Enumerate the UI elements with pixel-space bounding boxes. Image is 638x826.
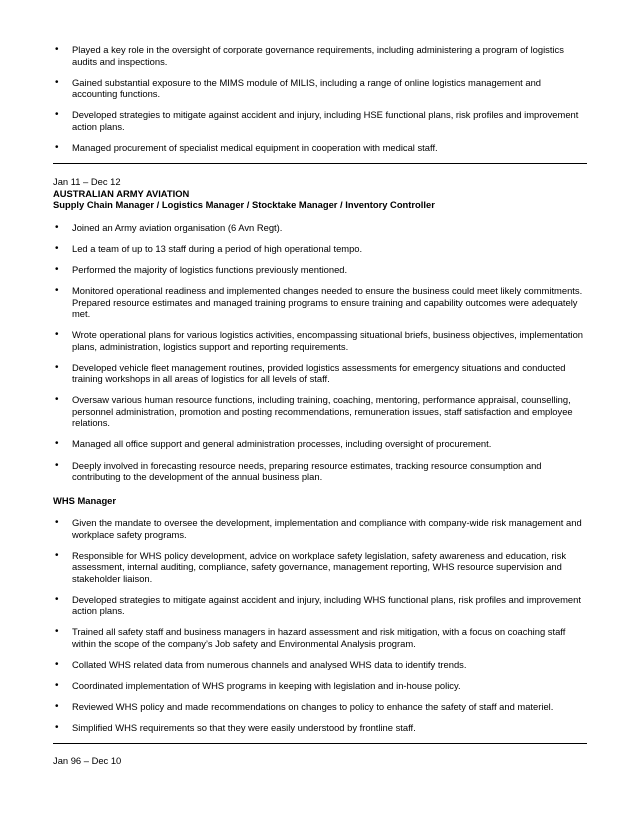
list-item-text: Oversaw various human resource functions, including training, coaching, mentoring, performance appraisal, counselling, personnel administration, promotion and posting recommendations, remuneration issues, staff satisfaction and employee relations. bbox=[72, 394, 573, 429]
list-item-text: Responsible for WHS policy development, advice on workplace safety legislation, safety awareness and education, risk assessment, internal auditing, compliance, safety governance, management reporting, WHS resource supervision and stakeholder liaison. bbox=[72, 549, 567, 584]
bullet-icon: • bbox=[55, 626, 59, 638]
list-item bbox=[53, 109, 587, 132]
list-item bbox=[53, 243, 587, 255]
list-item bbox=[53, 701, 587, 713]
bullet-icon: • bbox=[55, 221, 59, 233]
bullet-icon: • bbox=[55, 680, 59, 691]
bullet-icon: • bbox=[55, 361, 59, 373]
list-item bbox=[53, 594, 587, 617]
bullet-icon: • bbox=[55, 549, 59, 561]
list-item bbox=[53, 362, 587, 385]
list-item-text: Developed strategies to mitigate against accident and injury, including WHS functional plans, risk profiles and improvement action plans. bbox=[72, 593, 581, 617]
list-item-text: Led a team of up to 13 staff during a period of high operational tempo. bbox=[72, 242, 363, 254]
list-item-text: Wrote operational plans for various logistics activities, encompassing situational briefs, business objectives, implementation plans, administration, logistics support and reporting requirements. bbox=[72, 329, 584, 352]
resume-page bbox=[53, 44, 587, 767]
list-item bbox=[53, 44, 587, 67]
bullet-icon: • bbox=[55, 109, 59, 121]
bullet-icon: • bbox=[55, 242, 59, 254]
whs-manager-heading: WHS Manager bbox=[53, 494, 117, 506]
bullet-icon: • bbox=[55, 438, 59, 450]
list-item bbox=[53, 659, 587, 671]
list-item bbox=[53, 264, 587, 276]
list-item bbox=[53, 722, 587, 734]
list-item bbox=[53, 680, 587, 692]
list-item-text: Monitored operational readiness and implemented changes needed to ensure the business could meet likely commitments. Prepared resource estimates and managed training programs to ensure training and capability outcomes were adequately met. bbox=[72, 285, 583, 320]
list-item-text: Performed the majority of logistics functions previously mentioned. bbox=[72, 263, 348, 275]
list-item-text: Managed procurement of specialist medical equipment in cooperation with medical staff. bbox=[72, 141, 438, 153]
job-role-title: Supply Chain Manager / Logistics Manager / Stocktake Manager / Inventory Controller bbox=[53, 199, 435, 211]
whs-bullet-list bbox=[53, 517, 587, 734]
list-item bbox=[53, 329, 587, 352]
bullet-icon: • bbox=[55, 593, 59, 605]
organisation-name: AUSTRALIAN ARMY AVIATION bbox=[53, 187, 190, 199]
list-item-text: Simplified WHS requirements so that they were easily understood by frontline staff. bbox=[72, 722, 416, 734]
list-item bbox=[53, 460, 587, 483]
job-dates: Jan 11 – Dec 12 bbox=[53, 176, 121, 188]
next-job-dates: Jan 96 – Dec 10 bbox=[53, 755, 122, 767]
list-item-text: Trained all safety staff and business managers in hazard assessment and risk mitigation, with a focus on coaching staff within the scope of the company’s Job safety and Environmental Analysis program. bbox=[72, 626, 566, 649]
bullet-icon: • bbox=[55, 263, 59, 275]
bullet-icon: • bbox=[55, 394, 59, 406]
bullet-icon: • bbox=[55, 329, 59, 341]
list-item-text: Developed strategies to mitigate against accident and injury, including HSE functional plans, risk profiles and improvement action plans. bbox=[72, 109, 579, 132]
list-item-text: Joined an Army aviation organisation (6 Avn Regt). bbox=[72, 221, 283, 233]
bullet-icon: • bbox=[55, 722, 59, 734]
bullet-icon: • bbox=[55, 658, 59, 670]
bullet-icon: • bbox=[55, 76, 59, 88]
section-divider bbox=[53, 743, 587, 744]
list-item-text: Given the mandate to oversee the development, implementation and compliance with company-wide risk management and workplace safety programs. bbox=[72, 517, 582, 540]
bullet-icon: • bbox=[55, 701, 59, 713]
bullet-icon: • bbox=[55, 517, 59, 529]
bullet-icon: • bbox=[55, 44, 59, 55]
list-item-text: Coordinated implementation of WHS programs in keeping with legislation and in-house policy. bbox=[72, 680, 461, 691]
list-item-text: Played a key role in the oversight of corporate governance requirements, including administering a program of logistics audits and inspections. bbox=[72, 44, 564, 67]
list-item bbox=[53, 438, 587, 450]
list-item bbox=[53, 550, 587, 585]
bullet-icon: • bbox=[55, 285, 59, 297]
list-item bbox=[53, 222, 587, 234]
job-bullet-list bbox=[53, 222, 587, 483]
list-item-text: Deeply involved in forecasting resource needs, preparing resource estimates, tracking resource consumption and contributing to the development of the annual business plan. bbox=[72, 459, 542, 483]
list-item-text: Reviewed WHS policy and made recommendations on changes to policy to enhance the safety of staff and materiel. bbox=[72, 701, 554, 713]
bullet-icon: • bbox=[55, 459, 59, 471]
list-item-text: Developed vehicle fleet management routines, provided logistics assessments for emergency situations and conducted training workshops in all areas of logistics for all levels of staff. bbox=[72, 361, 566, 385]
list-item-text: Gained substantial exposure to the MIMS module of MILIS, including a range of online logistics management and accounting functions. bbox=[72, 76, 542, 100]
list-item bbox=[53, 626, 587, 649]
bullet-icon: • bbox=[55, 141, 59, 153]
list-item bbox=[53, 77, 587, 100]
list-item bbox=[53, 285, 587, 320]
list-item bbox=[53, 394, 587, 429]
section-divider bbox=[53, 163, 587, 164]
previous-role-bullet-list bbox=[53, 44, 587, 153]
list-item bbox=[53, 517, 587, 540]
list-item bbox=[53, 142, 587, 154]
list-item-text: Collated WHS related data from numerous channels and analysed WHS data to identify trends. bbox=[72, 658, 467, 670]
list-item-text: Managed all office support and general administration processes, including oversight of procurement. bbox=[72, 438, 492, 450]
